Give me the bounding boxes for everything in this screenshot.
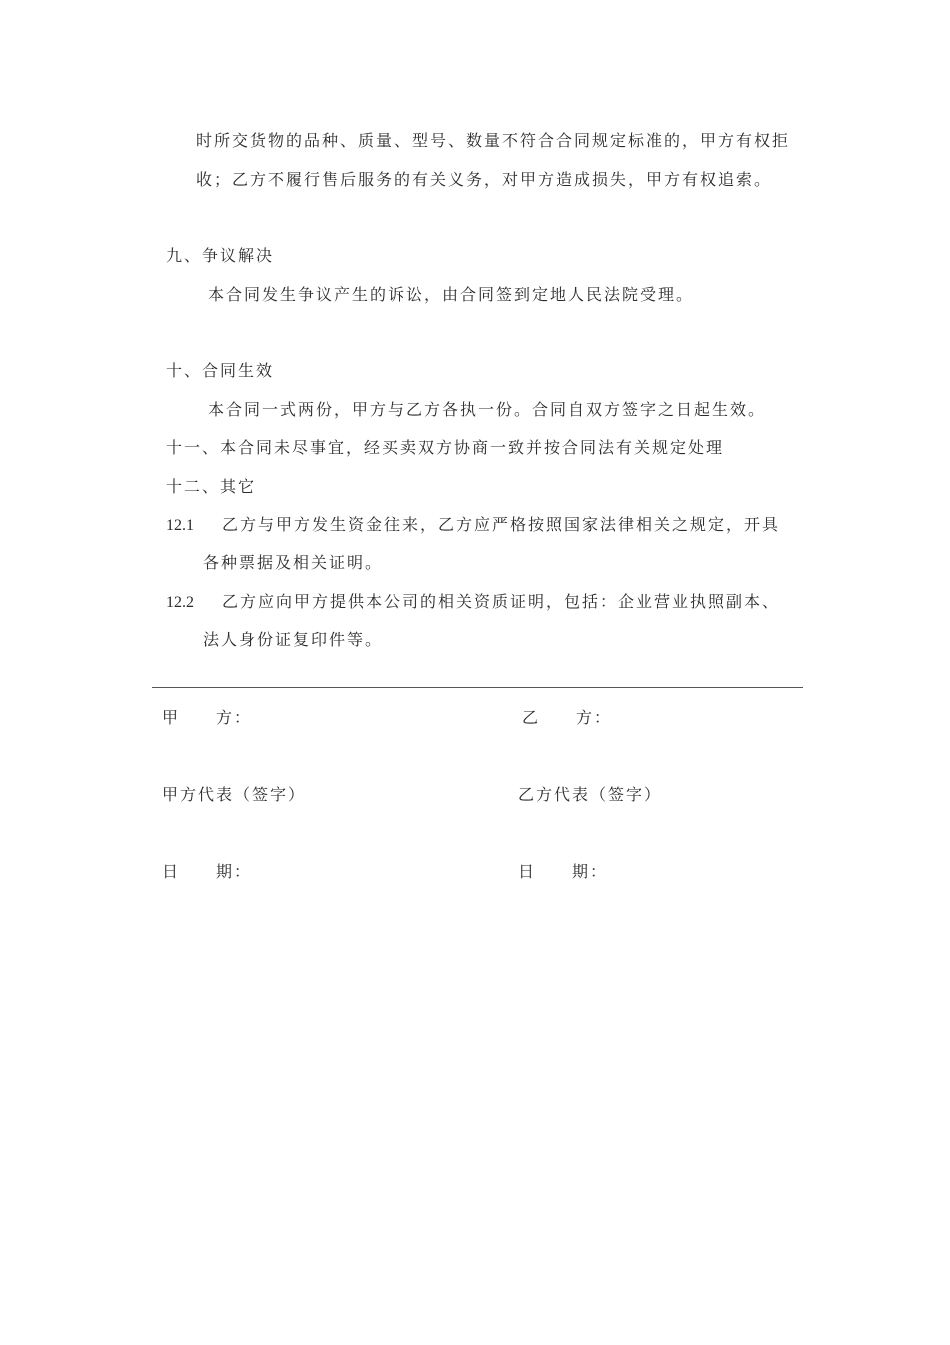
section-11-text: 十一、本合同未尽事宜，经买卖双方协商一致并按合同法有关规定处理 — [166, 438, 725, 457]
clause-12-1-continuation: 各种票据及相关证明。 — [203, 553, 384, 572]
section-9-heading: 九、争议解决 — [166, 246, 275, 265]
party-b-label: 乙 方： — [522, 708, 613, 727]
clause-12-2 — [166, 592, 780, 613]
party-b-date: 日 期： — [518, 862, 609, 881]
continuation-line-1: 时所交货物的品种、质量、型号、数量不符合合同规定标准的，甲方有权拒 — [196, 131, 791, 150]
section-12-heading: 十二、其它 — [166, 477, 257, 496]
continuation-line-2: 收；乙方不履行售后服务的有关义务，对甲方造成损失，甲方有权追索。 — [196, 170, 773, 189]
party-a-date: 日 期： — [162, 862, 253, 881]
signature-divider — [152, 687, 803, 688]
party-a-label: 甲 方： — [162, 708, 253, 727]
clause-number: 12.1 — [166, 517, 194, 534]
clause-line: 乙方应向甲方提供本公司的相关资质证明，包括：企业营业执照副本、 — [222, 592, 781, 611]
section-10-body: 本合同一式两份，甲方与乙方各执一份。合同自双方签字之日起生效。 — [208, 400, 767, 419]
section-10-heading: 十、合同生效 — [166, 361, 275, 380]
clause-12-2-continuation: 法人身份证复印件等。 — [203, 630, 384, 649]
section-9-body: 本合同发生争议产生的诉讼，由合同签到定地人民法院受理。 — [208, 285, 695, 304]
clause-line: 乙方与甲方发生资金往来，乙方应严格按照国家法律相关之规定，开具 — [222, 515, 781, 534]
clause-12-1 — [166, 515, 780, 536]
party-b-representative: 乙方代表（签字） — [518, 785, 663, 804]
party-a-representative: 甲方代表（签字） — [162, 785, 307, 804]
clause-number: 12.2 — [166, 594, 194, 611]
